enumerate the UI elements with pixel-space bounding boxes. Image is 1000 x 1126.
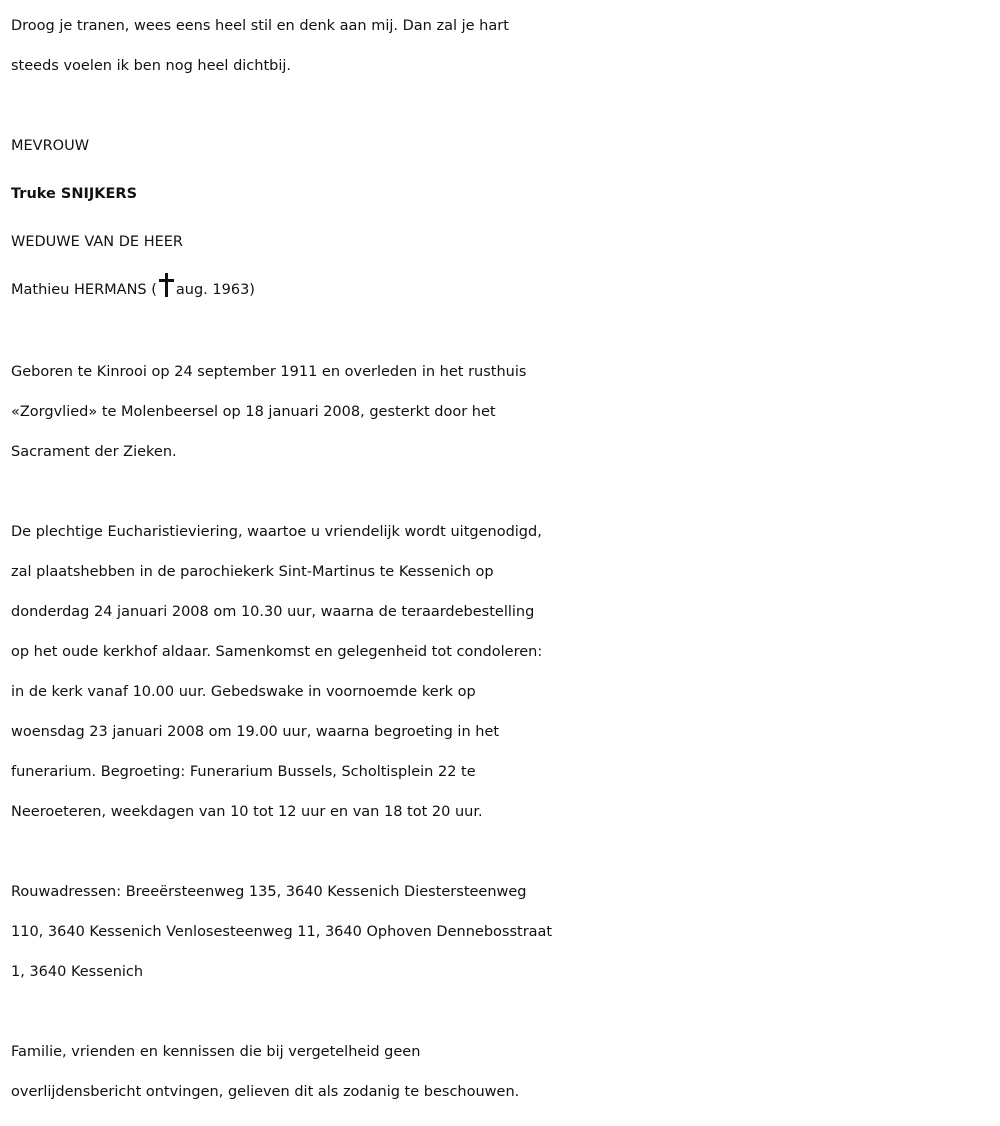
spacer: [11, 992, 996, 1032]
paragraph-line: Geboren te Kinrooi op 24 september 1911 en overleden in het rusthuis: [11, 364, 527, 380]
paragraph-line: overlijdensbericht ontvingen, gelieven dit als zodanig te beschouwen.: [11, 1084, 520, 1100]
paragraph-line: woensdag 23 januari 2008 om 19.00 uur, waarna begroeting in het: [11, 724, 500, 740]
paragraph-line: Rouwadressen: Breeërsteenweg 135, 3640 Kessenich Diestersteenweg: [11, 884, 527, 900]
deceased-name: Truke SNIJKERS: [11, 186, 138, 202]
closing-paragraph: [11, 1032, 996, 1112]
paragraph-line: «Zorgvlied» te Molenbeersel op 18 januari 2008, gesterkt door het: [11, 404, 496, 420]
paragraph-line: 1, 3640 Kessenich: [11, 964, 144, 980]
paragraph-line: Sacrament der Zieken.: [11, 444, 177, 460]
latin-cross-icon: [159, 273, 173, 297]
paragraph-line: donderdag 24 januari 2008 om 10.30 uur, waarna de teraardebestelling: [11, 604, 535, 620]
paragraph-line: 110, 3640 Kessenich Venlosesteenweg 11, 3640 Ophoven Dennebosstraat: [11, 924, 553, 940]
intro-line: Droog je tranen, wees eens heel stil en denk aan mij. Dan zal je hart: [11, 18, 509, 34]
paragraph-line: op het oude kerkhof aldaar. Samenkomst en gelegenheid tot condoleren:: [11, 644, 543, 660]
spacer: [11, 832, 996, 872]
obituary-page: [11, 6, 996, 1112]
marital-status: WEDUWE VAN DE HEER: [11, 234, 183, 250]
spacer: [11, 472, 996, 512]
intro-poem: [11, 6, 996, 86]
paragraph-line: zal plaatshebben in de parochiekerk Sint-Martinus te Kessenich op: [11, 564, 494, 580]
spouse-death-date: aug. 1963): [175, 282, 255, 298]
paragraph-line: in de kerk vanaf 10.00 uur. Gebedswake in voornoemde kerk op: [11, 684, 476, 700]
paragraph-line: Familie, vrienden en kennissen die bij vergetelheid geen: [11, 1044, 421, 1060]
birth-death-paragraph: [11, 352, 996, 472]
paragraph-line: funerarium. Begroeting: Funerarium Bussels, Scholtisplein 22 te: [11, 764, 476, 780]
paragraph-line: De plechtige Eucharistieviering, waartoe u vriendelijk wordt uitgenodigd,: [11, 524, 542, 540]
addresses-paragraph: [11, 872, 996, 992]
spouse-name: Mathieu HERMANS (: [11, 282, 157, 298]
honorific: MEVROUW: [11, 138, 90, 154]
spouse-line: [11, 266, 996, 314]
intro-line: steeds voelen ik ben nog heel dichtbij.: [11, 58, 292, 74]
spacer: [11, 314, 996, 352]
paragraph-line: Neeroeteren, weekdagen van 10 tot 12 uur en van 18 tot 20 uur.: [11, 804, 483, 820]
ceremony-paragraph: [11, 512, 996, 832]
spacer: [11, 86, 996, 122]
